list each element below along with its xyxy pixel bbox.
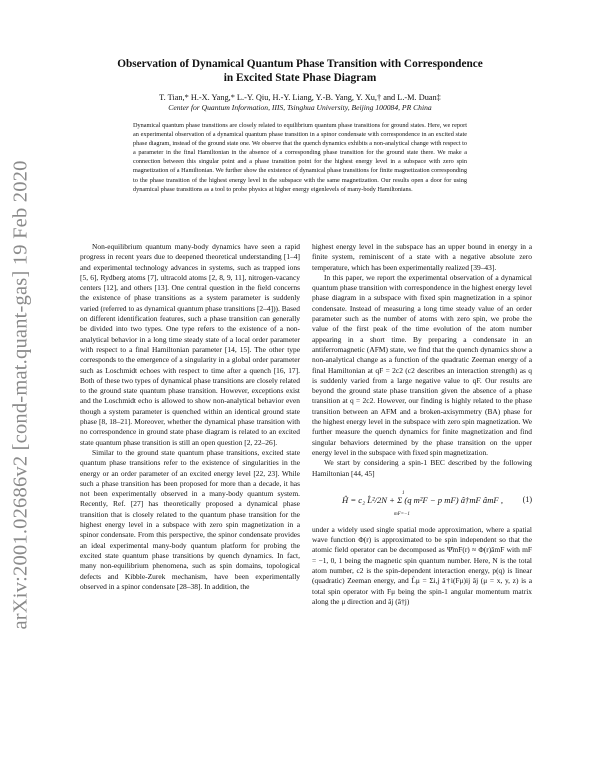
paragraph: under a widely used single spatial mode approximation, where a spatial wave function Φ(r) is approximated to be spin independent so that the atomic field operator can be decomposed as Ψ̂mF(r) ≈ Φ(r)âmF with mF = −1, 0, 1 being the magnetic spin quantum number. Here, N is the total atom number, c2 is the spin-dependent interaction energy, p(q) is linear (quadratic) Zeeman energy, and L̂μ = Σi,j â†i(Fμ)ij âj (μ = x, y, z) is a total spin operator with Fμ being the spin-1 angular momentum matrix along the μ direction and âj (â†j) <box>312 524 532 606</box>
paragraph: In this paper, we report the experimental observation of a dynamical quantum phase transition with correspondence in the highest energy level phase diagram in a subspace with fixed spin magnetization in a spinor condensate. Instead of measuring a long time steady value of an order parameter such as the number of atoms with zero spin, we probe the value of the first peak of the time evolution of the atom number appearing in a short time. By preparing a condensate in an antiferromagnetic (AFM) state, we find that the quench dynamics show a non-analytical change as a function of the quadratic Zeeman energy of a final Hamiltonian at qF = 2c2 (c2 describes an interaction strength) as q is suddenly varied from a large negative value to qF. Our results are beyond the ground state phase transition given the absence of a phase transition at q = 2c2. However, our finding is highly related to the phase transition between an AFM and a broken-axisymmetry (BA) phase for the highest energy level in the subspace with zero spin magnetization. We further measure the quench dynamics for finite magnetization and find singular behaviors determined by the phase transition on the upper energy level in the subspace with fixed spin magnetization. <box>312 272 532 457</box>
paragraph: We start by considering a spin-1 BEC described by the following Hamiltonian [44, 45] <box>312 458 532 478</box>
arxiv-sidebar <box>6 160 36 630</box>
author-list: T. Tian,* H.-X. Yang,* L.-Y. Qiu, H.-Y. Liang, Y.-B. Yang, Y. Xu,† and L.-M. Duan‡ <box>159 93 441 102</box>
abstract: Dynamical quantum phase transitions are closely related to equilibrium quantum phase transitions for ground states. Here, we report an experimental observation of a dynamical quantum phase transition in a spinor condensate with correspondence in an excited state phase diagram, instead of the ground state one. We observe that the quench dynamics exhibits a non-analytical change with respect to a parameter in the final Hamiltonian in the absence of a corresponding phase transition for the ground state there. We make a connection between this singular point and a phase transition point for the highest energy level in a subspace with zero spin magnetization of a Hamiltonian. We further show the existence of dynamical phase transitions for finite magnetization corresponding to the phase transition of the highest energy level in the subspace with the same magnetization. Our results open a door for using dynamical phase transitions as a tool to probe physics at higher energy eigenlevels of many-body Hamiltonians. <box>133 122 467 193</box>
sum-upper-limit: 1 <box>402 490 405 496</box>
paper-title <box>80 57 520 85</box>
equation-body: Ĥ = c₂ L̂²/2N + Σ (q m²F − p mF) â†mF âmF , <box>342 494 503 505</box>
title-line-1: Observation of Dynamical Quantum Phase Transition with Correspondence <box>117 58 483 70</box>
equation-number: (1) <box>522 494 532 504</box>
paragraph: Similar to the ground state quantum phase transitions, excited state quantum phase transitions refer to the existence of singularities in the energy or an order parameter of an excited energy level [22, 23]. While such a phase transition has been proposed for more than a decade, it has not been experimentally observed in a many-body quantum system. Recently, Ref. [27] has theoretically proposed a dynamical phase transition that is closely related to the quantum phase transition for the highest energy level in a subspace with zero spin magnetization in a spinor condensate. From this perspective, the spinor condensate provides an ideal experimental many-body quantum platform for probing the excited state quantum phase transitions by quench dynamics. In fact, many non-equilibrium phenomena, such as spin domains, topological defects and Kibble-Zurek mechanism, have been experimentally observed in a spinor condensate [28–38]. In addition, the <box>80 447 300 591</box>
sum-lower-limit: mF=−1 <box>394 511 410 517</box>
title-line-2: in Excited State Phase Diagram <box>223 72 377 84</box>
equation-1 <box>312 485 532 521</box>
left-column <box>80 242 300 592</box>
paragraph: highest energy level in the subspace has an upper bound in energy in a finite system, reminiscent of a state with a negative absolute zero temperature, which has been experimentally realized [39–43]. <box>312 242 532 272</box>
right-column <box>312 242 532 607</box>
paragraph: Non-equilibrium quantum many-body dynamics have seen a rapid progress in recent years due to deepened theoretical understanding [1–4] and experimental technology advances in systems, such as trapped ions [5, 6], Rydberg atoms [7], ultracold atoms [2, 8, 9, 11], nitrogen-vacancy centers [12], and others [13]. One central question in the field concerns the existence of phase transitions as a system parameter is suddenly varied (referred to as dynamical quantum phase transitions [2–4])). Based on different identification features, such a phase transition can generally be divided into two types. One type refers to the existence of a non-analytical behavior in a long time steady state of a local order parameter with respect to a final Hamiltonian parameter [14, 15]. The other type corresponds to the emergence of a singularity in a global order parameter such as Loschmidt echoes with respect to time after a quench [16, 17]. Both of these two types of dynamical phase transitions are closely related to the ground state quantum phase transition. However, exceptions exist and the Loschmidt echo is allowed to show non-analytical behavior even though a system parameter is quenched within an identical ground state phase [8, 18–21]. Moreover, whether the dynamical phase transition with no correspondence in ground state phase diagram is related to an excited state quantum phase transition is still an open question [2, 22–26]. <box>80 242 300 447</box>
arxiv-identifier: arXiv:2001.02686v2 [cond-mat.quant-gas] 19 Feb 2020 <box>9 160 32 630</box>
affiliation: Center for Quantum Information, IIIS, Tsinghua University, Beijing 100084, PR China <box>168 103 432 112</box>
